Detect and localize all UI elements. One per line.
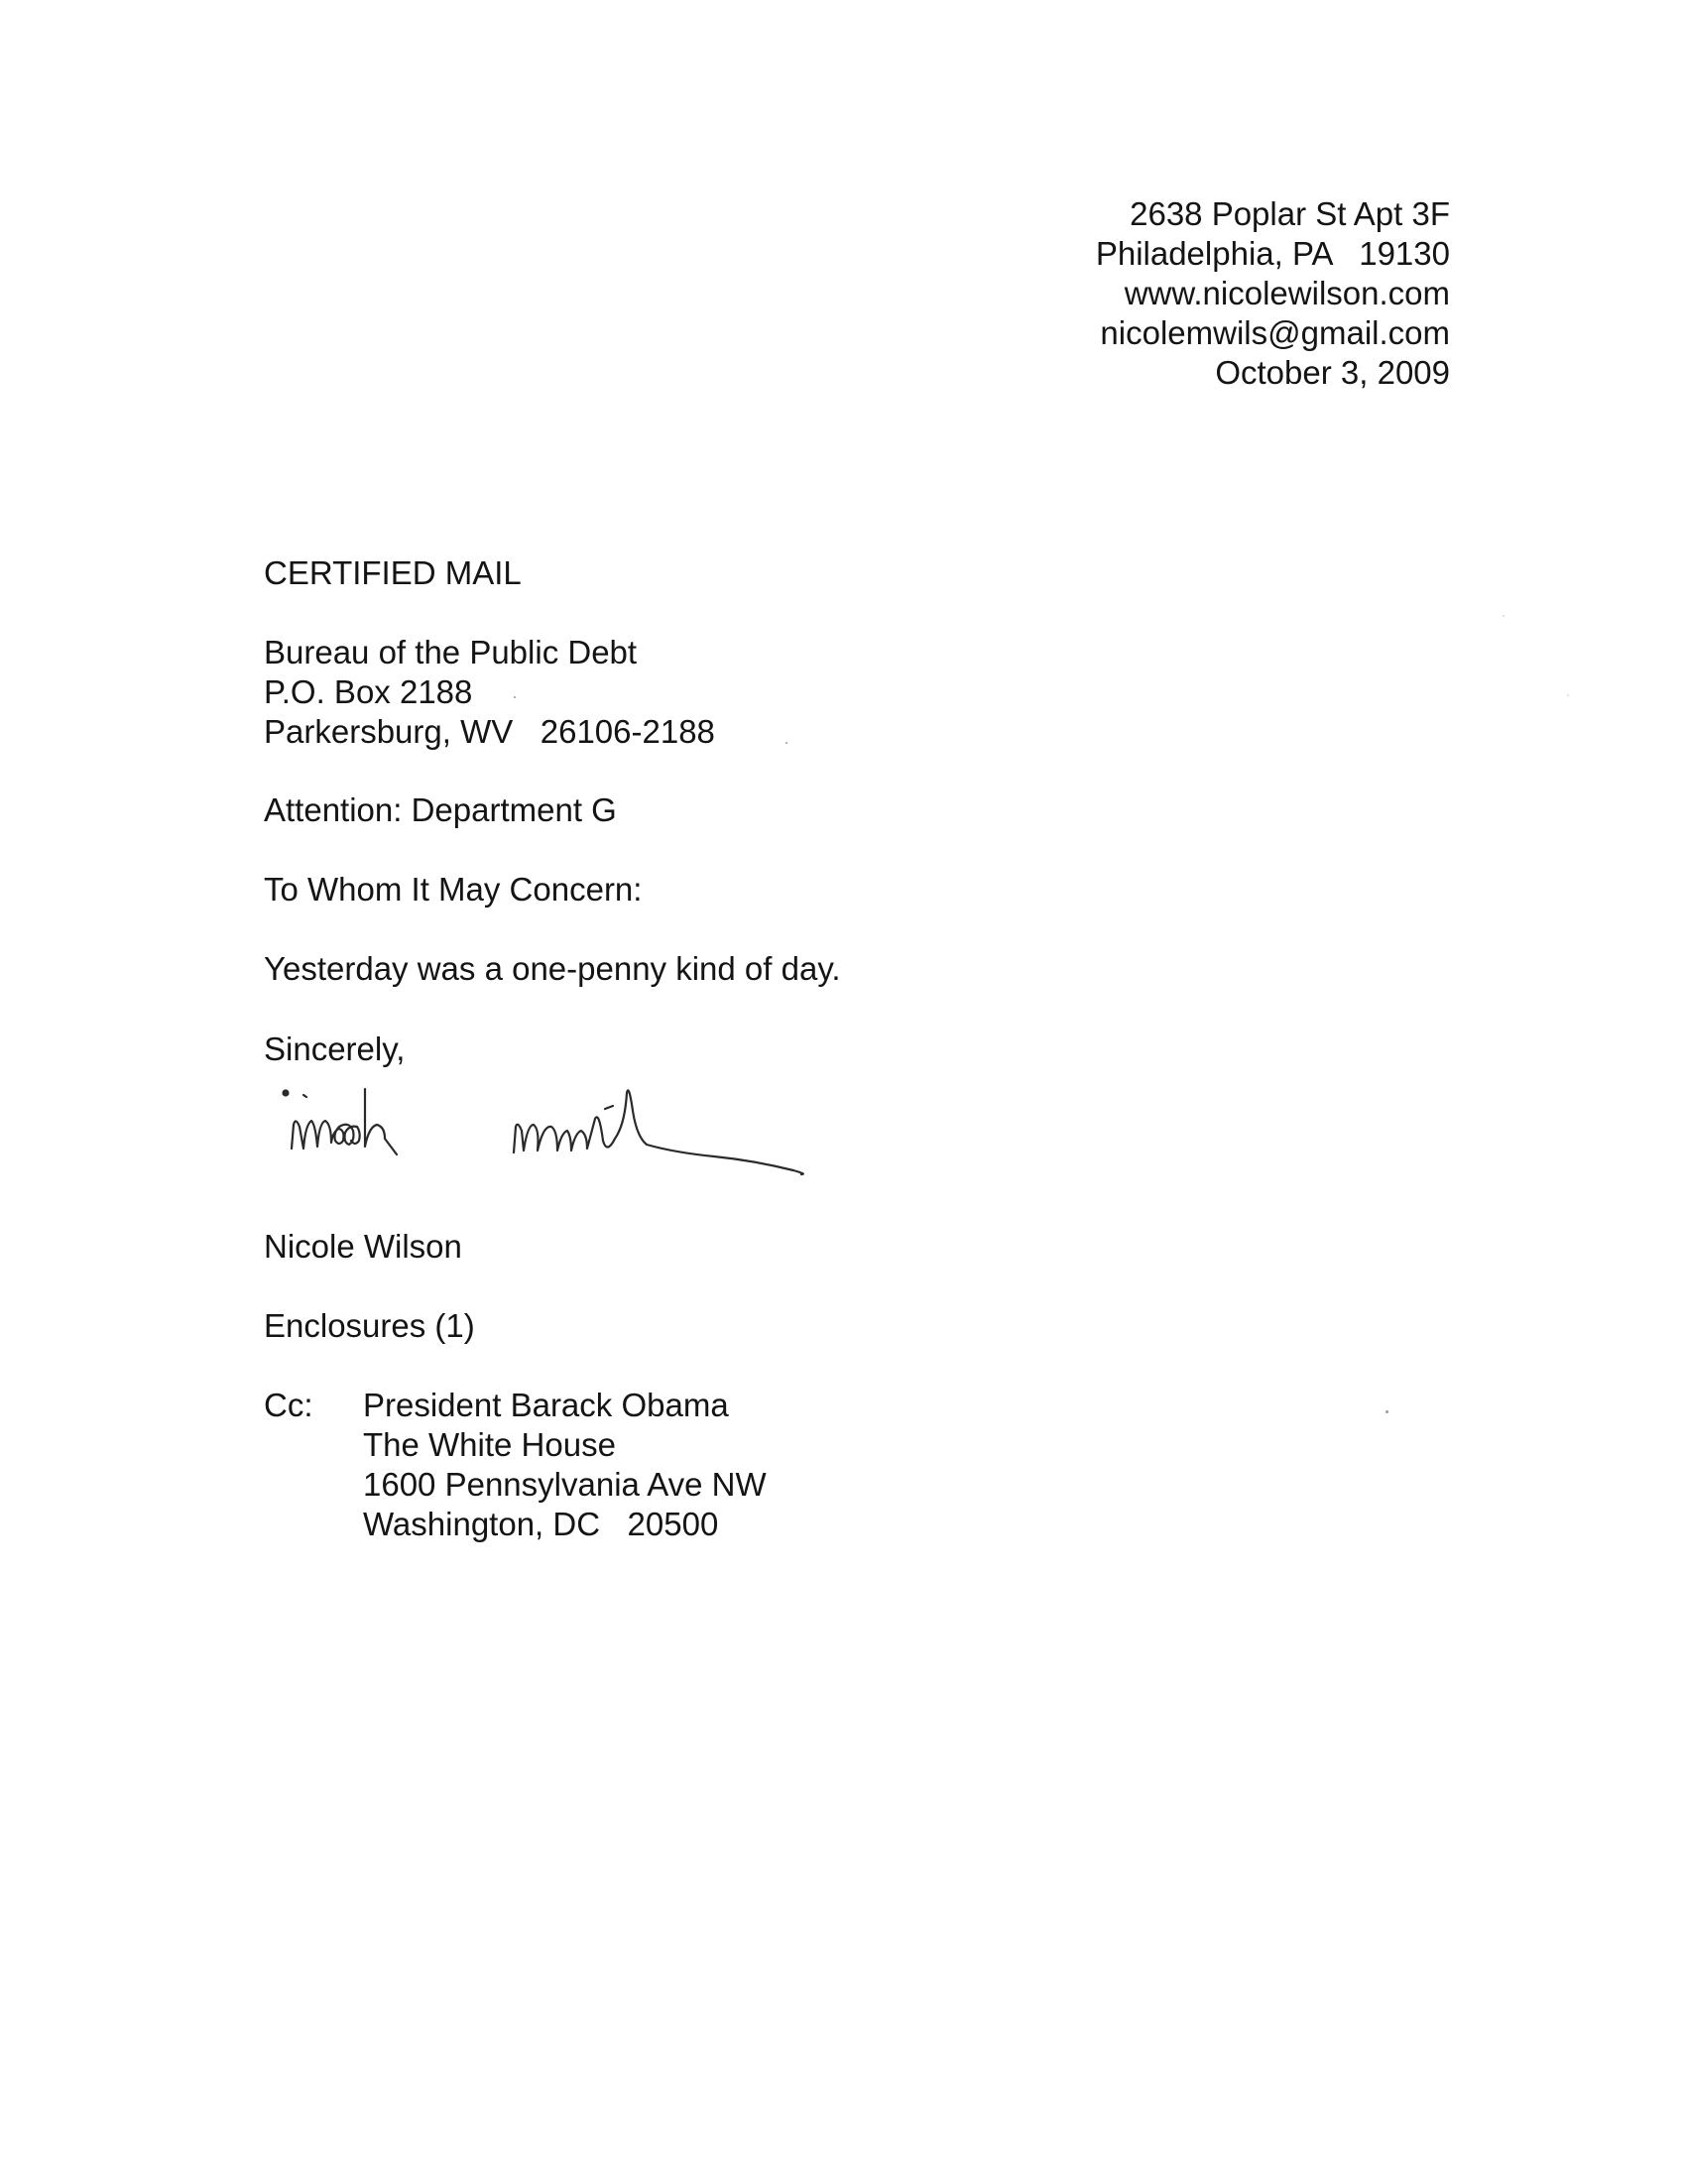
sender-address-block (1096, 194, 1450, 393)
scan-speck (1385, 1410, 1388, 1413)
handwritten-signature-icon (278, 1081, 813, 1210)
recipient-city-state-zip: Parkersburg, WV 26106-2188 (264, 713, 715, 750)
delivery-method: CERTIFIED MAIL (264, 554, 522, 591)
attention-line: Attention: Department G (264, 791, 617, 828)
scan-speck (1567, 694, 1569, 696)
cc-name: President Barack Obama (363, 1387, 729, 1423)
letter-body: Yesterday was a one-penny kind of day. (264, 950, 841, 987)
cc-label: Cc: (264, 1387, 313, 1423)
cc-city-state-zip: Washington, DC 20500 (363, 1506, 719, 1542)
cc-street: 1600 Pennsylvania Ave NW (363, 1466, 767, 1503)
sender-email: nicolemwils@gmail.com (1100, 314, 1450, 351)
scan-speck (1503, 615, 1505, 617)
letter-date: October 3, 2009 (1215, 354, 1450, 391)
cc-address (363, 1386, 767, 1544)
recipient-po-box: P.O. Box 2188 (264, 673, 473, 710)
sender-street: 2638 Poplar St Apt 3F (1130, 195, 1450, 232)
sender-website: www.nicolewilson.com (1124, 275, 1450, 311)
signer-name: Nicole Wilson (264, 1228, 462, 1265)
sender-city-state-zip: Philadelphia, PA 19130 (1095, 235, 1450, 272)
enclosures-note: Enclosures (1) (264, 1307, 475, 1344)
scan-speck (785, 742, 787, 744)
scan-speck (514, 696, 516, 698)
closing: Sincerely, (264, 1031, 406, 1067)
recipient-name: Bureau of the Public Debt (264, 634, 638, 670)
cc-organization: The White House (363, 1426, 616, 1463)
salutation: To Whom It May Concern: (264, 871, 643, 908)
recipient-address-block (264, 633, 715, 752)
